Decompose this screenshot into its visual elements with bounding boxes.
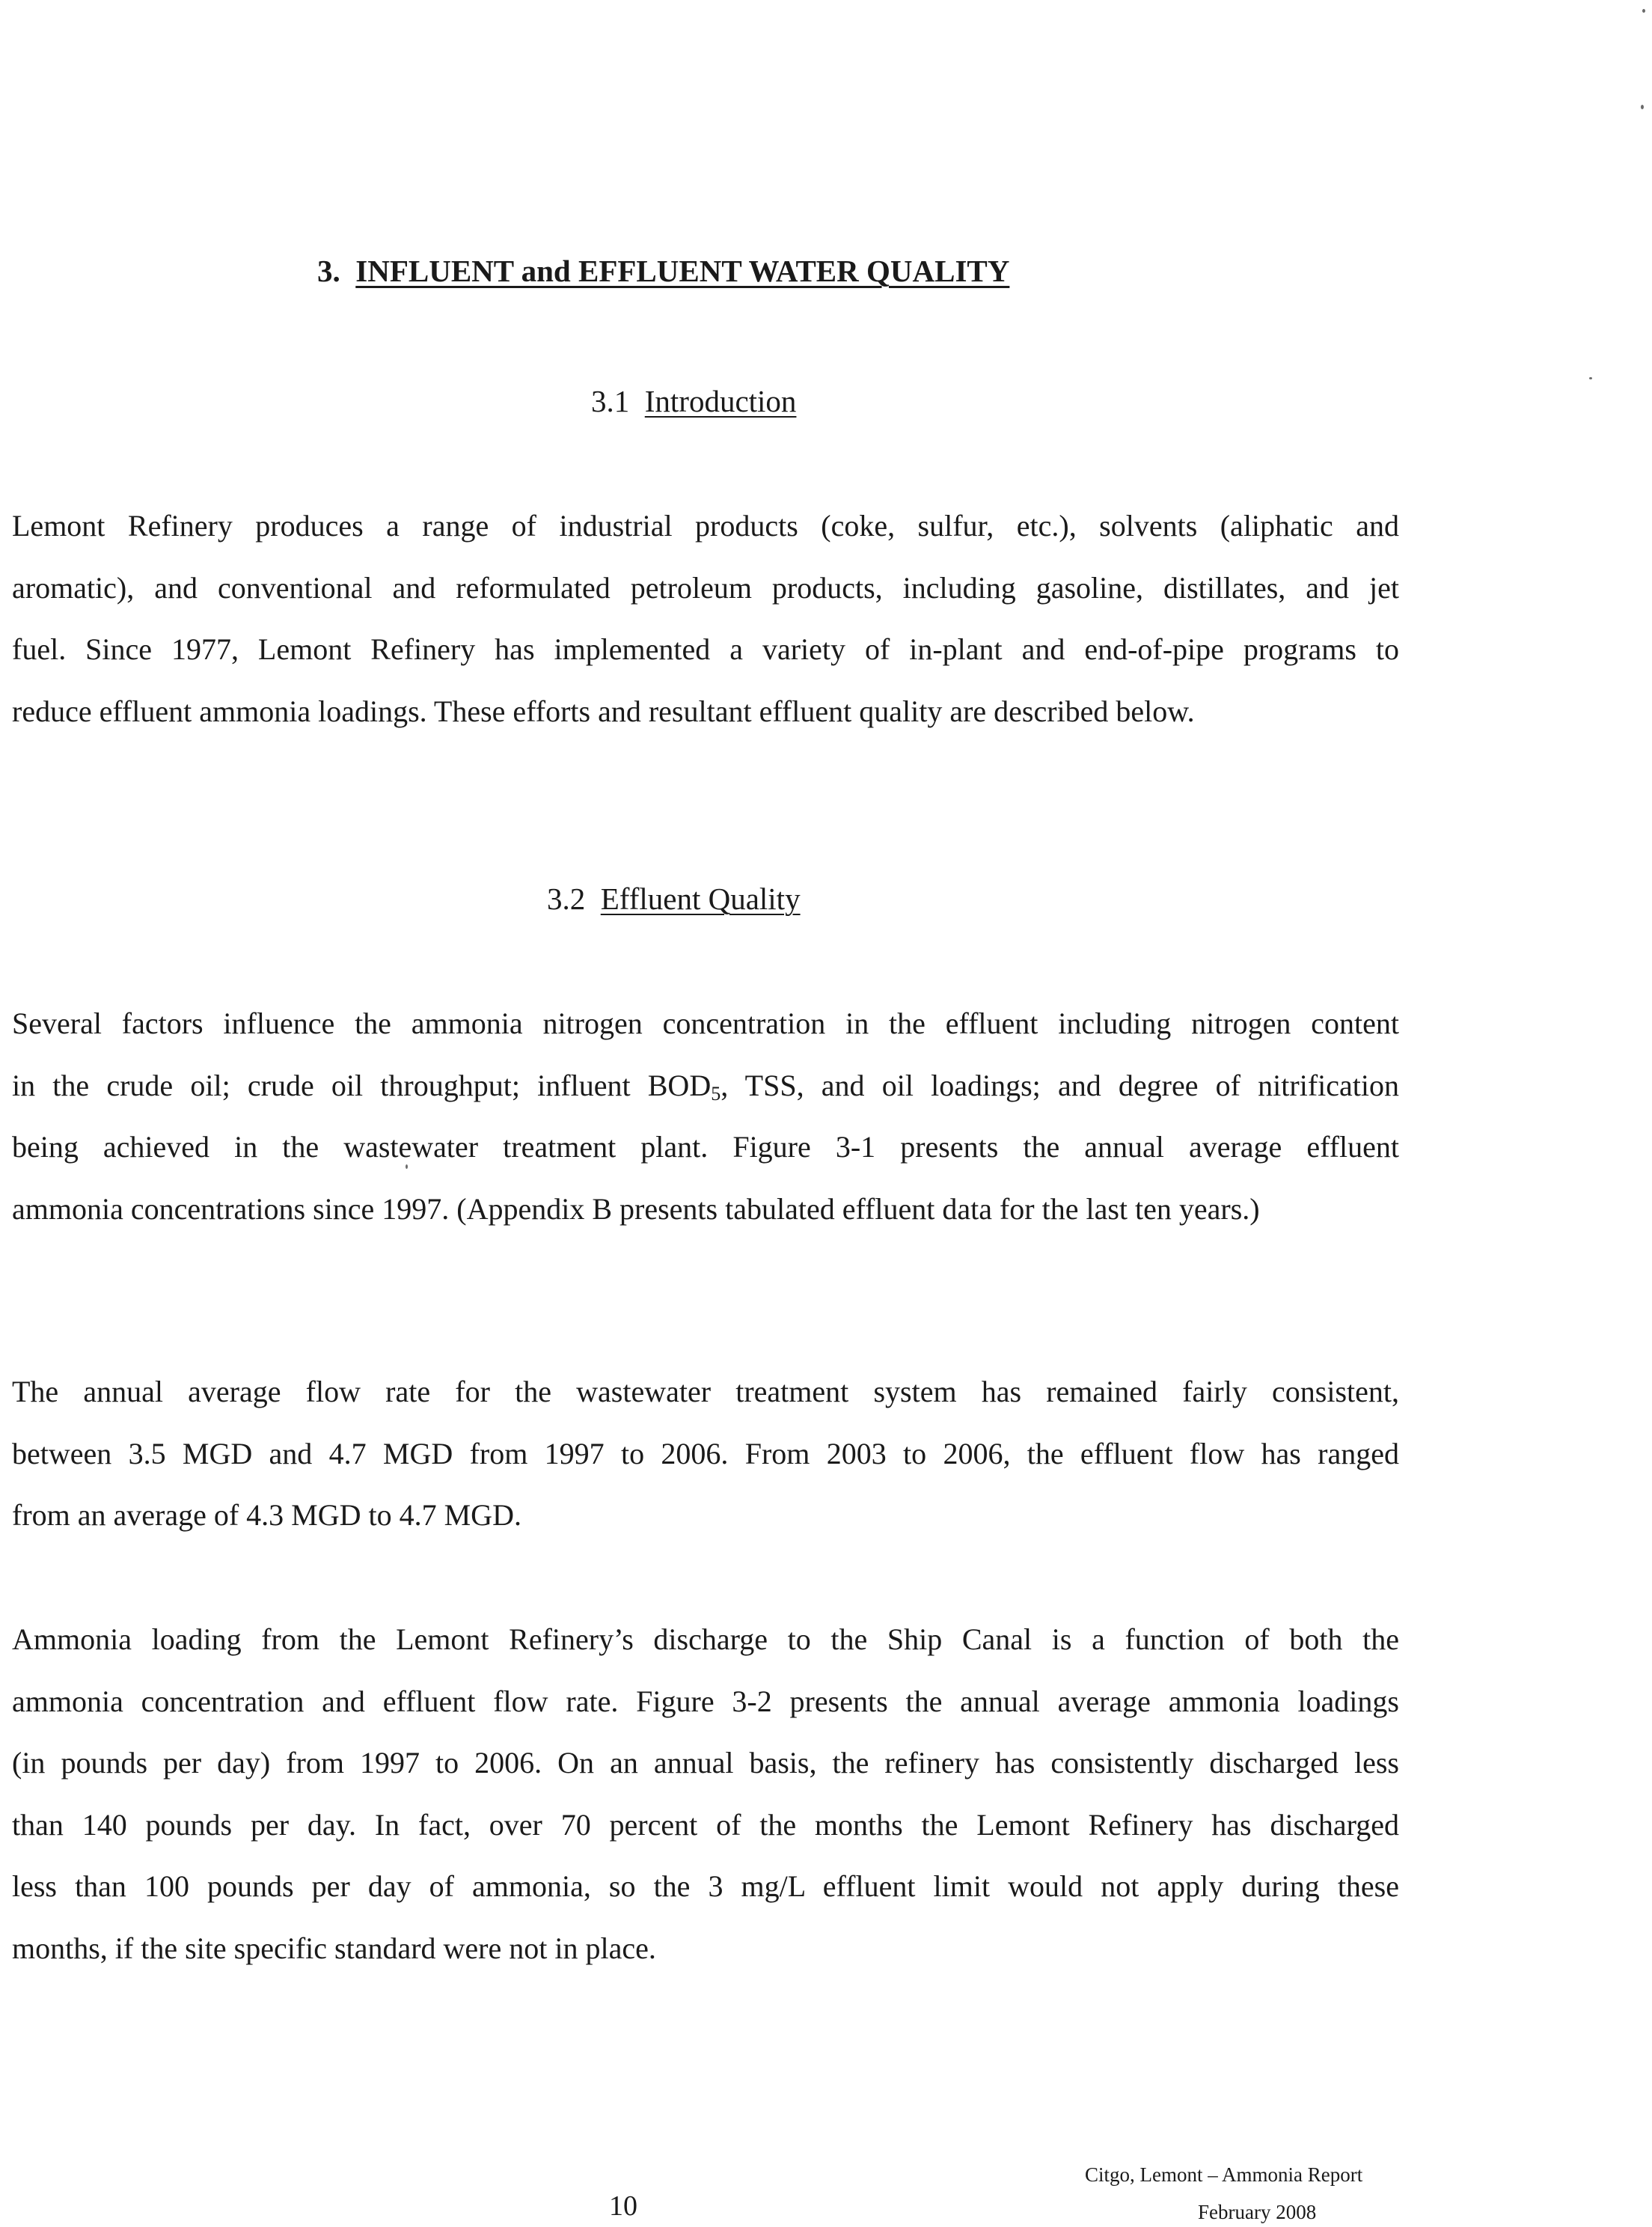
footer-report-title: Citgo, Lemont – Ammonia Report xyxy=(1085,2163,1363,2186)
section-heading-effluent-quality xyxy=(547,881,801,917)
paragraph-line: ammonia concentration and effluent flow rate. Figure 3-2 presents the annual average ammonia loadings xyxy=(12,1684,1399,1718)
paragraph-line: ammonia concentrations since 1997. (Appendix B presents tabulated effluent data for the last ten years.) xyxy=(12,1191,1260,1226)
section-number: 3.1 xyxy=(591,384,630,418)
paragraph-line: being achieved in the wastewater treatment plant. Figure 3-1 presents the annual average effluent xyxy=(12,1130,1399,1164)
paragraph-line: (in pounds per day) from 1997 to 2006. On an annual basis, the refinery has consistently discharged less xyxy=(12,1746,1399,1780)
page-number: 10 xyxy=(609,2190,637,2222)
paragraph-line xyxy=(12,1055,1399,1117)
ammonia-loading-paragraph xyxy=(12,1609,1399,1979)
paragraph-line: Several factors influence the ammonia nitrogen concentration in the effluent including nitrogen content xyxy=(12,1006,1399,1040)
paragraph-line: than 140 pounds per day. In fact, over 70 percent of the months the Lemont Refinery has discharged xyxy=(12,1807,1399,1842)
chapter-heading xyxy=(317,253,1009,289)
paragraph-line: The annual average flow rate for the wastewater treatment system has remained fairly consistent, xyxy=(12,1375,1399,1408)
section-number: 3.2 xyxy=(547,882,586,916)
paragraph-line: reduce effluent ammonia loadings. These efforts and resultant effluent quality are described below. xyxy=(12,694,1195,728)
scan-speck xyxy=(1642,9,1645,13)
line-text: in the crude oil; crude oil throughput; influent BOD xyxy=(12,1068,712,1102)
subscript: 5 xyxy=(711,1082,721,1105)
paragraph-line: months, if the site specific standard were not in place. xyxy=(12,1931,656,1965)
section-title: Effluent Quality xyxy=(600,882,801,916)
effluent-factors-paragraph xyxy=(12,993,1399,1240)
paragraph-line: from an average of 4.3 MGD to 4.7 MGD. xyxy=(12,1498,521,1532)
chapter-number: 3. xyxy=(317,254,340,288)
scan-speck xyxy=(1589,377,1592,379)
introduction-paragraph xyxy=(12,495,1399,742)
section-title: Introduction xyxy=(644,384,797,418)
scan-speck xyxy=(1641,105,1644,109)
paragraph-line: between 3.5 MGD and 4.7 MGD from 1997 to 2006. From 2003 to 2006, the effluent flow has ranged xyxy=(12,1436,1399,1470)
footer-date: February 2008 xyxy=(1198,2201,1317,2223)
paragraph-line: Ammonia loading from the Lemont Refinery’s discharge to the Ship Canal is a function of both the xyxy=(12,1622,1399,1656)
flow-rate-paragraph xyxy=(12,1361,1399,1547)
paragraph-line: less than 100 pounds per day of ammonia, so the 3 mg/L effluent limit would not apply during these xyxy=(12,1869,1399,1903)
chapter-title: INFLUENT and EFFLUENT WATER QUALITY xyxy=(355,254,1010,288)
line-text: , TSS, and oil loadings; and degree of nitrification xyxy=(721,1068,1399,1102)
paragraph-line: Lemont Refinery produces a range of industrial products (coke, sulfur, etc.), solvents (aliphatic and xyxy=(12,509,1399,543)
paragraph-line: fuel. Since 1977, Lemont Refinery has implemented a variety of in-plant and end-of-pipe programs to xyxy=(12,632,1399,666)
section-heading-introduction xyxy=(591,383,796,419)
paragraph-line: aromatic), and conventional and reformulated petroleum products, including gasoline, distillates, and jet xyxy=(12,570,1399,605)
